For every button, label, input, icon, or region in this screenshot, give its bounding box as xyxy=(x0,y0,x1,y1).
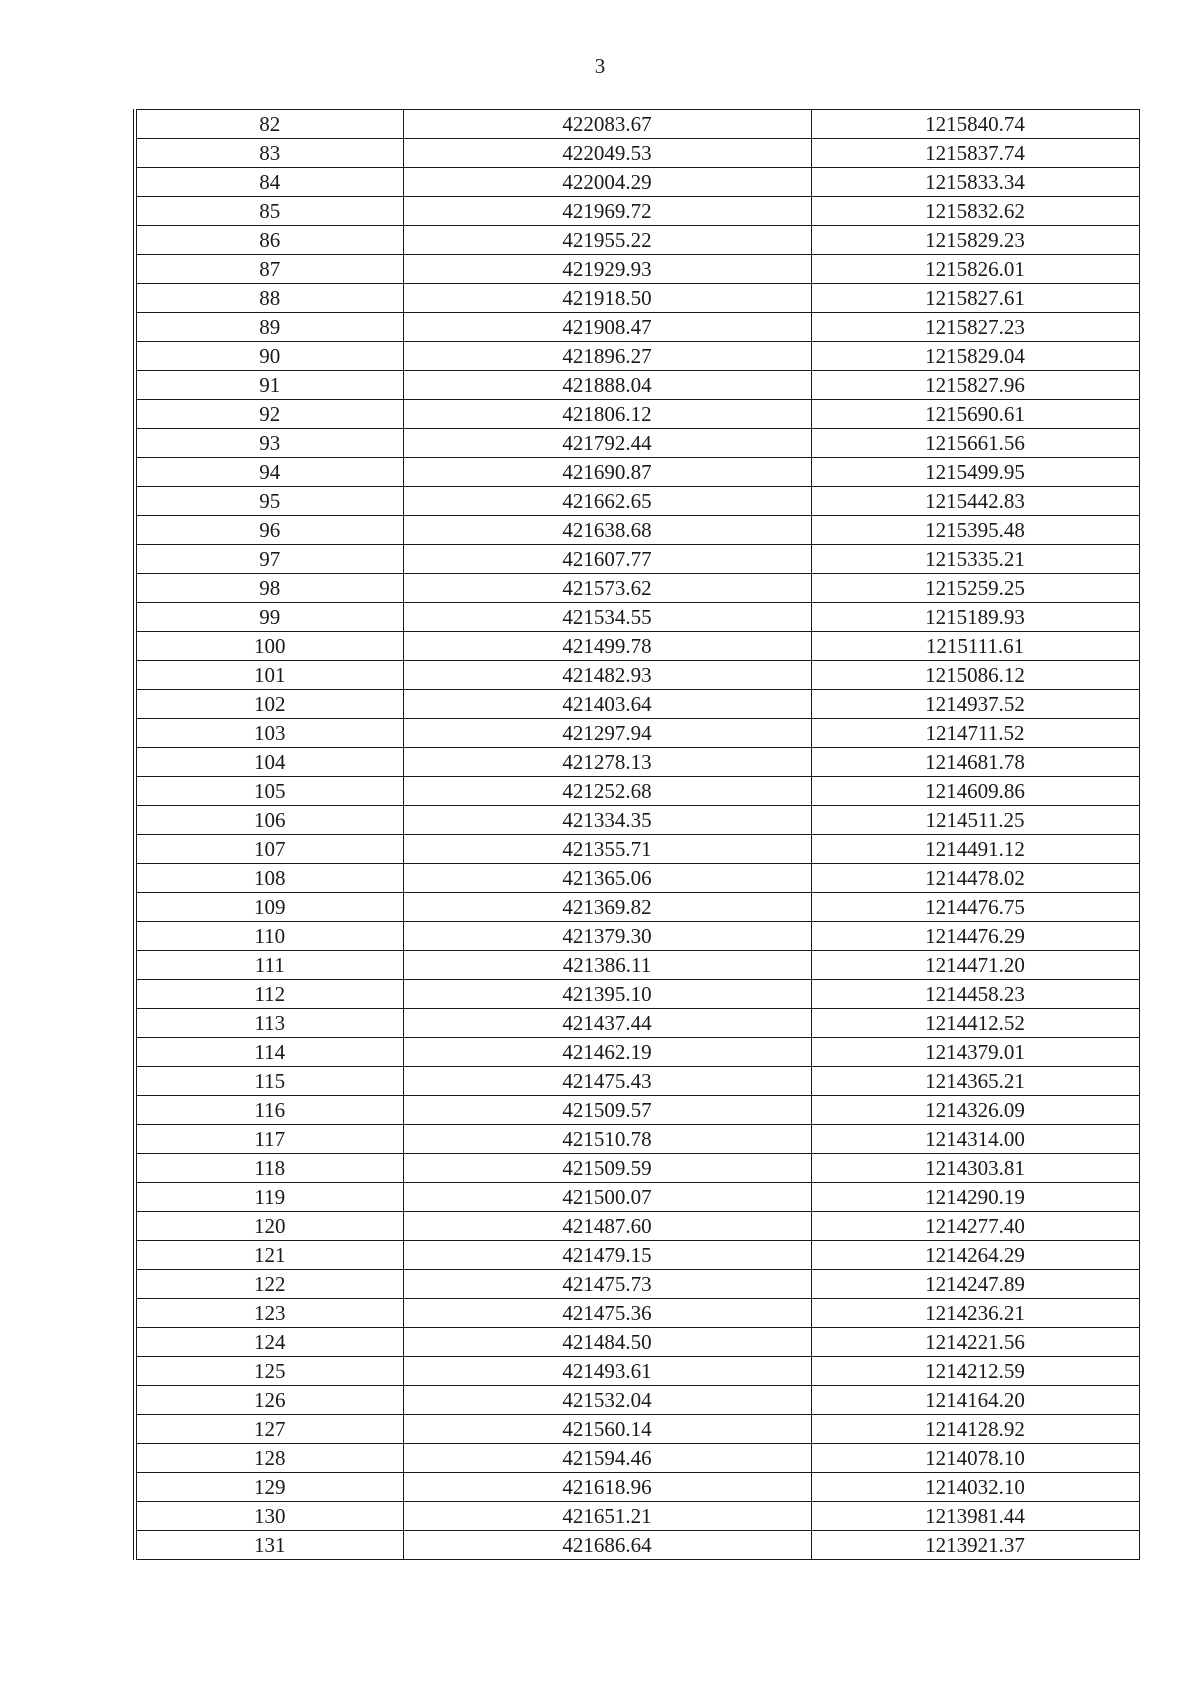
point-number-cell: 83 xyxy=(135,139,403,168)
table-row xyxy=(135,1096,1139,1125)
table-row xyxy=(135,661,1139,690)
point-number-cell: 115 xyxy=(135,1067,403,1096)
point-number-cell: 127 xyxy=(135,1415,403,1444)
x-coordinate-cell: 421365.06 xyxy=(403,864,811,893)
x-coordinate-cell: 421484.50 xyxy=(403,1328,811,1357)
y-coordinate-cell: 1214212.59 xyxy=(811,1357,1139,1386)
y-coordinate-cell: 1215840.74 xyxy=(811,110,1139,139)
y-coordinate-cell: 1215837.74 xyxy=(811,139,1139,168)
x-coordinate-cell: 421475.43 xyxy=(403,1067,811,1096)
point-number-cell: 131 xyxy=(135,1531,403,1560)
y-coordinate-cell: 1214491.12 xyxy=(811,835,1139,864)
y-coordinate-cell: 1214303.81 xyxy=(811,1154,1139,1183)
point-number-cell: 125 xyxy=(135,1357,403,1386)
x-coordinate-cell: 421386.11 xyxy=(403,951,811,980)
y-coordinate-cell: 1214221.56 xyxy=(811,1328,1139,1357)
x-coordinate-cell: 421510.78 xyxy=(403,1125,811,1154)
y-coordinate-cell: 1215395.48 xyxy=(811,516,1139,545)
table-row xyxy=(135,168,1139,197)
x-coordinate-cell: 421792.44 xyxy=(403,429,811,458)
table-row xyxy=(135,516,1139,545)
point-number-cell: 118 xyxy=(135,1154,403,1183)
table-row xyxy=(135,1125,1139,1154)
table-row xyxy=(135,864,1139,893)
point-number-cell: 123 xyxy=(135,1299,403,1328)
y-coordinate-cell: 1214290.19 xyxy=(811,1183,1139,1212)
x-coordinate-cell: 422004.29 xyxy=(403,168,811,197)
y-coordinate-cell: 1215111.61 xyxy=(811,632,1139,661)
table-row xyxy=(135,748,1139,777)
x-coordinate-cell: 421908.47 xyxy=(403,313,811,342)
x-coordinate-cell: 421651.21 xyxy=(403,1502,811,1531)
point-number-cell: 92 xyxy=(135,400,403,429)
table-row xyxy=(135,1502,1139,1531)
x-coordinate-cell: 421369.82 xyxy=(403,893,811,922)
point-number-cell: 128 xyxy=(135,1444,403,1473)
point-number-cell: 112 xyxy=(135,980,403,1009)
point-number-cell: 130 xyxy=(135,1502,403,1531)
x-coordinate-cell: 421888.04 xyxy=(403,371,811,400)
table-row xyxy=(135,1067,1139,1096)
table-row xyxy=(135,574,1139,603)
table-row xyxy=(135,1386,1139,1415)
point-number-cell: 117 xyxy=(135,1125,403,1154)
table-row xyxy=(135,806,1139,835)
y-coordinate-cell: 1214128.92 xyxy=(811,1415,1139,1444)
table-row xyxy=(135,835,1139,864)
table-row xyxy=(135,1270,1139,1299)
table-row xyxy=(135,487,1139,516)
y-coordinate-cell: 1214478.02 xyxy=(811,864,1139,893)
point-number-cell: 95 xyxy=(135,487,403,516)
point-number-cell: 97 xyxy=(135,545,403,574)
y-coordinate-cell: 1213921.37 xyxy=(811,1531,1139,1560)
point-number-cell: 82 xyxy=(135,110,403,139)
table-row xyxy=(135,980,1139,1009)
y-coordinate-cell: 1214476.29 xyxy=(811,922,1139,951)
table-row xyxy=(135,284,1139,313)
y-coordinate-cell: 1214511.25 xyxy=(811,806,1139,835)
point-number-cell: 89 xyxy=(135,313,403,342)
table-row xyxy=(135,110,1139,139)
y-coordinate-cell: 1215827.61 xyxy=(811,284,1139,313)
x-coordinate-cell: 421403.64 xyxy=(403,690,811,719)
table-row xyxy=(135,1154,1139,1183)
y-coordinate-cell: 1215189.93 xyxy=(811,603,1139,632)
x-coordinate-cell: 421806.12 xyxy=(403,400,811,429)
y-coordinate-cell: 1215833.34 xyxy=(811,168,1139,197)
table-row xyxy=(135,632,1139,661)
point-number-cell: 122 xyxy=(135,1270,403,1299)
table-row xyxy=(135,458,1139,487)
point-number-cell: 94 xyxy=(135,458,403,487)
x-coordinate-cell: 421475.36 xyxy=(403,1299,811,1328)
table-row xyxy=(135,313,1139,342)
y-coordinate-cell: 1214314.00 xyxy=(811,1125,1139,1154)
x-coordinate-cell: 421955.22 xyxy=(403,226,811,255)
x-coordinate-cell: 421475.73 xyxy=(403,1270,811,1299)
table-row xyxy=(135,226,1139,255)
y-coordinate-cell: 1215499.95 xyxy=(811,458,1139,487)
y-coordinate-cell: 1214471.20 xyxy=(811,951,1139,980)
x-coordinate-cell: 421437.44 xyxy=(403,1009,811,1038)
table-row xyxy=(135,893,1139,922)
table-row xyxy=(135,342,1139,371)
x-coordinate-cell: 421252.68 xyxy=(403,777,811,806)
x-coordinate-cell: 421532.04 xyxy=(403,1386,811,1415)
table-body xyxy=(135,110,1139,1560)
point-number-cell: 106 xyxy=(135,806,403,835)
point-number-cell: 84 xyxy=(135,168,403,197)
table-row xyxy=(135,1299,1139,1328)
x-coordinate-cell: 421395.10 xyxy=(403,980,811,1009)
point-number-cell: 86 xyxy=(135,226,403,255)
point-number-cell: 120 xyxy=(135,1212,403,1241)
x-coordinate-cell: 421509.57 xyxy=(403,1096,811,1125)
y-coordinate-cell: 1214247.89 xyxy=(811,1270,1139,1299)
y-coordinate-cell: 1215086.12 xyxy=(811,661,1139,690)
x-coordinate-cell: 421509.59 xyxy=(403,1154,811,1183)
table-row xyxy=(135,1444,1139,1473)
y-coordinate-cell: 1215829.23 xyxy=(811,226,1139,255)
table-row xyxy=(135,197,1139,226)
table-row xyxy=(135,1241,1139,1270)
y-coordinate-cell: 1215826.01 xyxy=(811,255,1139,284)
y-coordinate-cell: 1215335.21 xyxy=(811,545,1139,574)
y-coordinate-cell: 1213981.44 xyxy=(811,1502,1139,1531)
point-number-cell: 108 xyxy=(135,864,403,893)
point-number-cell: 85 xyxy=(135,197,403,226)
table-row xyxy=(135,139,1139,168)
point-number-cell: 88 xyxy=(135,284,403,313)
y-coordinate-cell: 1214078.10 xyxy=(811,1444,1139,1473)
table-row xyxy=(135,1328,1139,1357)
table-row xyxy=(135,255,1139,284)
y-coordinate-cell: 1215827.23 xyxy=(811,313,1139,342)
page-number: 3 xyxy=(594,54,606,78)
y-coordinate-cell: 1215690.61 xyxy=(811,400,1139,429)
table-row xyxy=(135,429,1139,458)
x-coordinate-cell: 421297.94 xyxy=(403,719,811,748)
table-row xyxy=(135,951,1139,980)
y-coordinate-cell: 1214711.52 xyxy=(811,719,1139,748)
point-number-cell: 96 xyxy=(135,516,403,545)
point-number-cell: 109 xyxy=(135,893,403,922)
x-coordinate-cell: 421896.27 xyxy=(403,342,811,371)
y-coordinate-cell: 1214032.10 xyxy=(811,1473,1139,1502)
x-coordinate-cell: 421493.61 xyxy=(403,1357,811,1386)
x-coordinate-cell: 421479.15 xyxy=(403,1241,811,1270)
y-coordinate-cell: 1215442.83 xyxy=(811,487,1139,516)
x-coordinate-cell: 421918.50 xyxy=(403,284,811,313)
y-coordinate-cell: 1214264.29 xyxy=(811,1241,1139,1270)
table-row xyxy=(135,1212,1139,1241)
x-coordinate-cell: 421355.71 xyxy=(403,835,811,864)
point-number-cell: 98 xyxy=(135,574,403,603)
x-coordinate-cell: 422083.67 xyxy=(403,110,811,139)
point-number-cell: 104 xyxy=(135,748,403,777)
table-row xyxy=(135,1009,1139,1038)
point-number-cell: 101 xyxy=(135,661,403,690)
y-coordinate-cell: 1214365.21 xyxy=(811,1067,1139,1096)
point-number-cell: 126 xyxy=(135,1386,403,1415)
x-coordinate-cell: 421487.60 xyxy=(403,1212,811,1241)
y-coordinate-cell: 1214379.01 xyxy=(811,1038,1139,1067)
x-coordinate-cell: 421638.68 xyxy=(403,516,811,545)
table-row xyxy=(135,1415,1139,1444)
x-coordinate-cell: 421500.07 xyxy=(403,1183,811,1212)
table-row xyxy=(135,1473,1139,1502)
y-coordinate-cell: 1215829.04 xyxy=(811,342,1139,371)
x-coordinate-cell: 422049.53 xyxy=(403,139,811,168)
point-number-cell: 90 xyxy=(135,342,403,371)
x-coordinate-cell: 421482.93 xyxy=(403,661,811,690)
x-coordinate-cell: 421690.87 xyxy=(403,458,811,487)
table-row xyxy=(135,1357,1139,1386)
x-coordinate-cell: 421929.93 xyxy=(403,255,811,284)
y-coordinate-cell: 1214458.23 xyxy=(811,980,1139,1009)
y-coordinate-cell: 1214609.86 xyxy=(811,777,1139,806)
table-row xyxy=(135,545,1139,574)
point-number-cell: 87 xyxy=(135,255,403,284)
y-coordinate-cell: 1215259.25 xyxy=(811,574,1139,603)
point-number-cell: 103 xyxy=(135,719,403,748)
table-row xyxy=(135,777,1139,806)
point-number-cell: 129 xyxy=(135,1473,403,1502)
x-coordinate-cell: 421278.13 xyxy=(403,748,811,777)
y-coordinate-cell: 1214476.75 xyxy=(811,893,1139,922)
table-row xyxy=(135,690,1139,719)
point-number-cell: 116 xyxy=(135,1096,403,1125)
table-row xyxy=(135,603,1139,632)
x-coordinate-cell: 421662.65 xyxy=(403,487,811,516)
x-coordinate-cell: 421534.55 xyxy=(403,603,811,632)
x-coordinate-cell: 421462.19 xyxy=(403,1038,811,1067)
y-coordinate-cell: 1215832.62 xyxy=(811,197,1139,226)
y-coordinate-cell: 1214164.20 xyxy=(811,1386,1139,1415)
x-coordinate-cell: 421379.30 xyxy=(403,922,811,951)
point-number-cell: 107 xyxy=(135,835,403,864)
point-number-cell: 105 xyxy=(135,777,403,806)
point-number-cell: 119 xyxy=(135,1183,403,1212)
y-coordinate-cell: 1214412.52 xyxy=(811,1009,1139,1038)
point-number-cell: 113 xyxy=(135,1009,403,1038)
x-coordinate-cell: 421499.78 xyxy=(403,632,811,661)
coordinates-table xyxy=(133,109,1140,1560)
table-row xyxy=(135,922,1139,951)
point-number-cell: 100 xyxy=(135,632,403,661)
y-coordinate-cell: 1214277.40 xyxy=(811,1212,1139,1241)
x-coordinate-cell: 421969.72 xyxy=(403,197,811,226)
y-coordinate-cell: 1214681.78 xyxy=(811,748,1139,777)
y-coordinate-cell: 1214236.21 xyxy=(811,1299,1139,1328)
y-coordinate-cell: 1215661.56 xyxy=(811,429,1139,458)
point-number-cell: 110 xyxy=(135,922,403,951)
x-coordinate-cell: 421594.46 xyxy=(403,1444,811,1473)
y-coordinate-cell: 1214937.52 xyxy=(811,690,1139,719)
point-number-cell: 111 xyxy=(135,951,403,980)
y-coordinate-cell: 1215827.96 xyxy=(811,371,1139,400)
point-number-cell: 114 xyxy=(135,1038,403,1067)
x-coordinate-cell: 421618.96 xyxy=(403,1473,811,1502)
table-row xyxy=(135,371,1139,400)
y-coordinate-cell: 1214326.09 xyxy=(811,1096,1139,1125)
x-coordinate-cell: 421334.35 xyxy=(403,806,811,835)
point-number-cell: 93 xyxy=(135,429,403,458)
x-coordinate-cell: 421686.64 xyxy=(403,1531,811,1560)
point-number-cell: 91 xyxy=(135,371,403,400)
x-coordinate-cell: 421573.62 xyxy=(403,574,811,603)
table-row xyxy=(135,400,1139,429)
x-coordinate-cell: 421607.77 xyxy=(403,545,811,574)
table-row xyxy=(135,1038,1139,1067)
x-coordinate-cell: 421560.14 xyxy=(403,1415,811,1444)
point-number-cell: 99 xyxy=(135,603,403,632)
table-row xyxy=(135,1531,1139,1560)
point-number-cell: 121 xyxy=(135,1241,403,1270)
point-number-cell: 124 xyxy=(135,1328,403,1357)
table-row xyxy=(135,1183,1139,1212)
table-row xyxy=(135,719,1139,748)
point-number-cell: 102 xyxy=(135,690,403,719)
